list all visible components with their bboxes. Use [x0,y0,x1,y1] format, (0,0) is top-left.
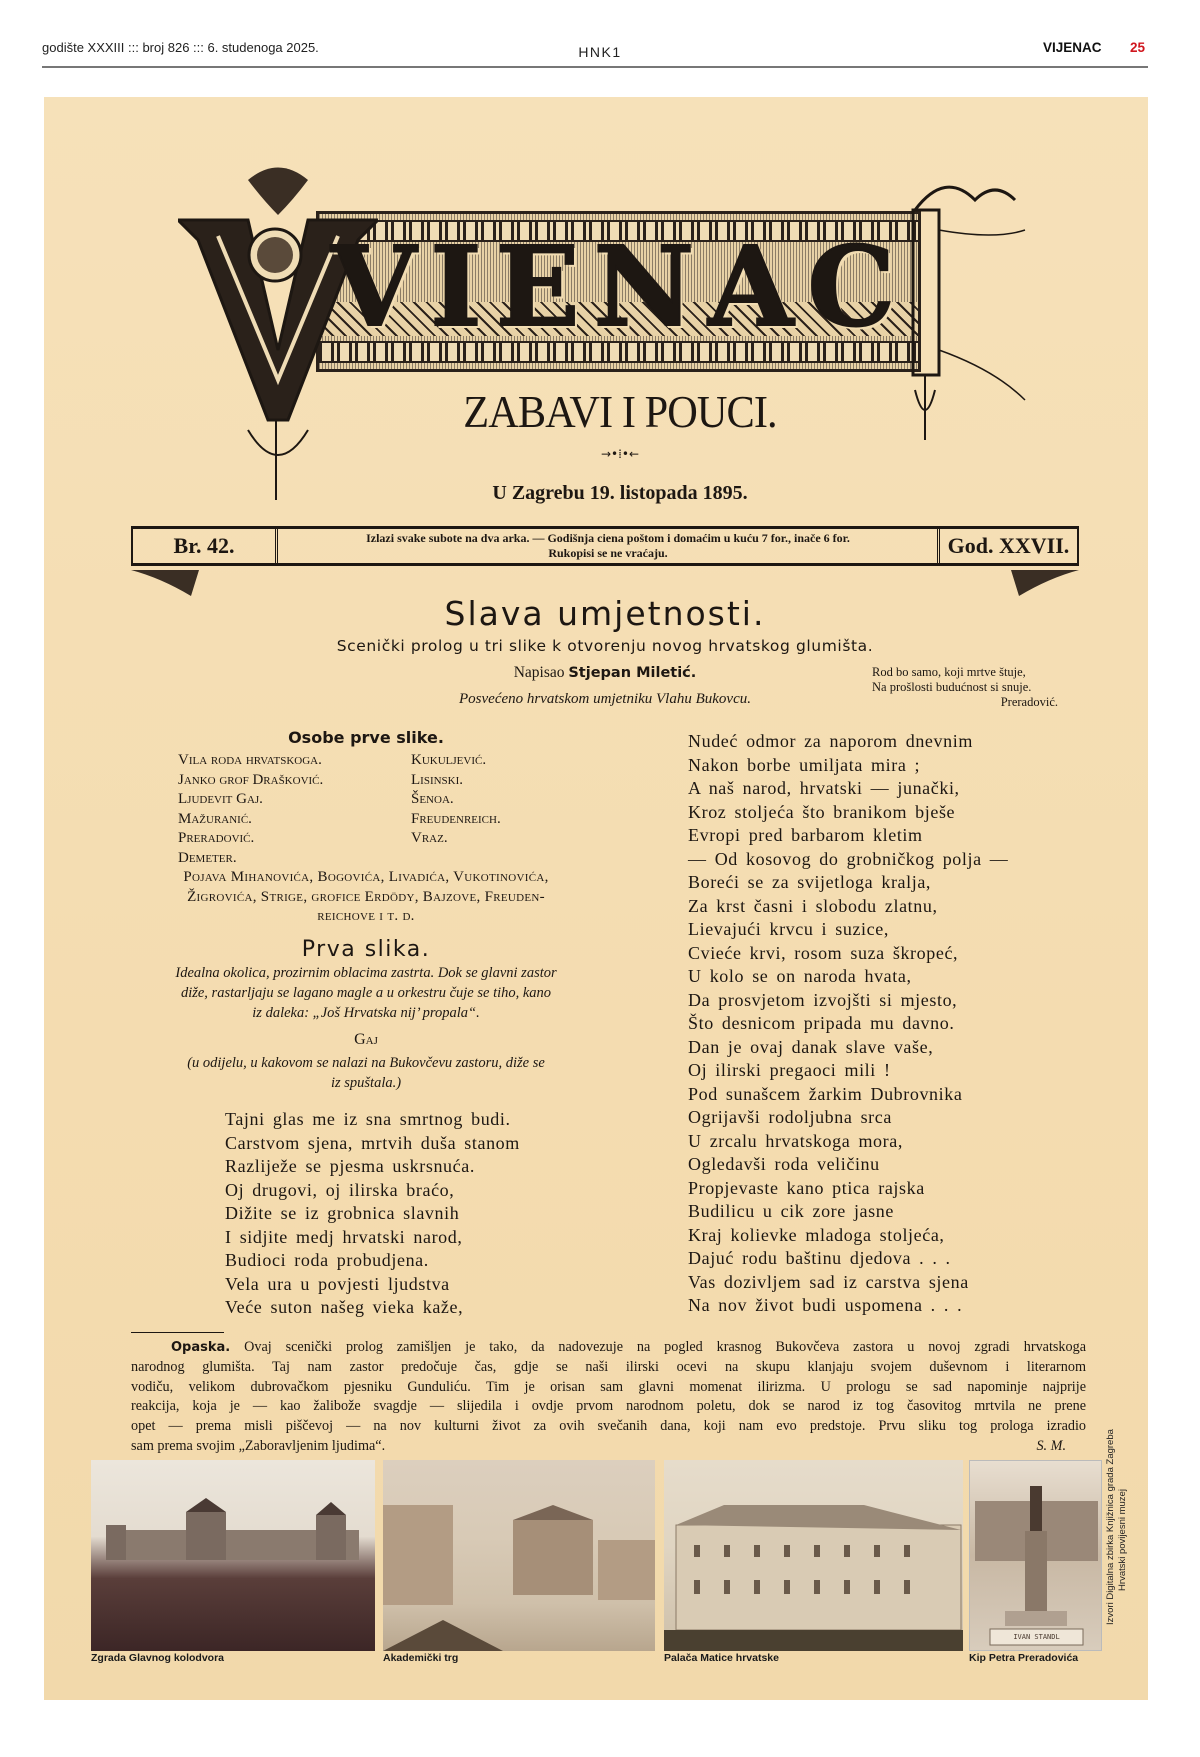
footnote-line: reakcija, koja je — kao žalibože svagdje — slijedila i ovdje prvom narodnom poletu, dok se narod iz tog časovitog mrtvila ne prene [131,1398,1086,1415]
verse-line: Boreći se za svijetloga kralja, [688,872,932,892]
verse-line: — Od kosovog do grobničkog polja — [688,848,1009,869]
cast-member: Freudenreich. [411,810,501,827]
cast-member: Vila roda hrvatskoga. [178,752,322,768]
cast-member: Mažuranić. [178,810,252,827]
brand-name: VIJENAC [1043,40,1102,55]
byline [400,664,810,682]
motto-line: Na prošlosti budućnost si snuje. [872,680,1032,694]
verse-line: Vela ura u povjesti ljudstva [225,1273,450,1294]
verse-line: Pod sunašcem žarkim Dubrovnika [688,1083,963,1104]
issue-info: godište XXXIII ::: broj 826 ::: 6. studenoga 2025. [42,40,319,55]
verse-line: Dajuć rodu baštinu djedova . . . [688,1248,951,1268]
verse-line: Nakon borbe umiljata mira ; [688,754,921,775]
verse-line: Ogledavši roda veličinu [688,1154,880,1174]
right-scroll-ornament [1009,568,1079,598]
photo-caption: Akademički trg [383,1652,459,1664]
verse-line: Nudeć odmor za naporom dnevnim [688,731,973,751]
footnote-rule [131,1332,224,1333]
info-line-1: Izlazi svake subote na dva arka. — Godišnja ciena poštom i domaćim u kuću 7 for., inače 6 for. [366,531,850,545]
apparitions [126,868,606,927]
ornament-divider: →•⁞•← [600,447,640,461]
photo-academic-square [383,1460,655,1651]
author-name: Stjepan Miletić. [568,665,697,681]
apparitions-line: Pojava Mihanovića, Bogovića, Livadića, Vukotinovića, [183,869,549,885]
cast-member: Demeter. [178,849,237,866]
verse-line: Za krst časni i slobodu zlatnu, [688,895,938,916]
verse-line: Na nov život budi uspomena . . . [688,1295,963,1315]
verse-line: Budilicu u cik zore jasne [688,1201,894,1221]
verse-line: Evropi pred barbarom kletim [688,825,923,845]
verse-line: Razliježe se pjesma uskrsnuća. [225,1156,475,1176]
section-label: HNK1 [578,44,622,60]
verse-line: Što desnicom pripada mu davno. [688,1013,955,1033]
article-title: Slava umjetnosti. [444,594,766,633]
verse-line: Da prosvjetom izvojšti si mjesto, [688,989,958,1010]
photo-credit-line: Izvori Digitalna zbirka Knjižnica grada Zagreba [1105,1429,1116,1625]
cast-member: Vraz. [411,830,448,847]
stage-direction [126,963,606,1023]
photo-main-station [91,1460,375,1651]
verse-line: Tajni glas me iz sna smrtnog budi. [225,1109,511,1129]
verse-line: U zrcalu hrvatskoga mora, [688,1130,903,1151]
dedication: Posvećeno hrvatskom umjetniku Vlahu Bukovcu. [459,691,751,707]
cast-right-list [411,751,501,849]
stage-direction-line: Idealna okolica, prozirnim oblacima zastrta. Dok se glavni zastor [175,965,557,981]
verse-line: Lievajući krvcu i suzice, [688,919,889,939]
motto [872,665,1072,710]
verse-line: Dan je ovaj danak slave vaše, [688,1036,934,1057]
verse-line: Dižite se iz grobnica slavnih [225,1203,460,1223]
photo-caption: Zgrada Glavnog kolodvora [91,1652,225,1664]
verse-line: U kolo se on naroda hvata, [688,966,912,986]
verse-line: I sidjite medj hrvatski narod, [225,1226,463,1247]
right-ornament [905,170,1035,450]
page-number: 25 [1130,40,1146,55]
photo-caption: Palača Matice hrvatske [664,1652,779,1664]
verse-line: Kraj kolievke mladoga stoljeća, [688,1224,945,1245]
photo-matica-palace [664,1460,963,1651]
photo-preradovic-statue [969,1460,1102,1651]
left-scroll-ornament [131,568,201,598]
footnote-signature: S. M. [1036,1437,1066,1454]
cast-member: Šenoa. [411,791,454,808]
cast-member: Lisinski. [411,771,464,788]
photographer-plate: IVAN STANDL [1013,1633,1060,1641]
motto-attribution: Preradović. [1000,695,1058,709]
photo-caption: Kip Petra Preradovića [969,1652,1079,1664]
cast-left-list [178,751,323,869]
footnote [131,1338,1086,1457]
header-rule [42,66,1148,68]
verse-line: Oj drugovi, oj ilirska braćo, [225,1179,455,1200]
verse-line: A naš narod, hrvatski — junački, [688,778,960,798]
byline-prefix: Napisao [513,664,565,681]
info-bar [131,526,1079,566]
verse-line: Budioci roda probudjena. [225,1250,429,1270]
stage-direction-line: diže, rastarljaju se lagano magle a u orkestru čuje se tiho, kano [180,985,552,1001]
verse-line: Propjevaste kano ptica rajska [688,1177,925,1198]
verse-line: Carstvom sjena, mrtvih duša stanom [225,1132,520,1153]
cast-member: Kukuljević. [411,752,487,768]
speaker-name: Gaj [354,1031,378,1048]
cast-member: Janko grof Drašković. [178,771,324,788]
photo-credit [1105,1429,1129,1625]
scene-heading: Prva slika. [301,937,431,962]
masthead-title: VIENAC [330,222,910,351]
issue-number: Br. 42. [133,529,278,563]
verse-line: Kroz stoljeća što branikom bješe [688,801,956,822]
cast-member: Preradović. [178,830,255,847]
masthead-date: U Zagrebu 19. listopada 1895. [492,482,748,504]
verse-line: Ogrijavši rodoljubna srca [688,1107,892,1127]
speaker-direction-line: iz spuštala.) [330,1075,402,1091]
masthead-subtitle: ZABAVI I POUCI. [463,386,777,437]
speaker-direction [126,1053,606,1093]
stage-direction-line: iz daleka: „Još Hrvatska nij’ propala“. [252,1005,480,1021]
footnote-line: Ovaj scenički prolog zamišljen je tako, da nadovezuje na pogled krasnog Bukovčeva zastora u novoj zgradi hrvatskoga [244,1339,1086,1355]
cast-member: Ljudevit Gaj. [178,791,263,808]
verse-line: Vas dozivljem sad iz carstva sjena [688,1271,969,1292]
footnote-line: vodiču, velikom dubrovačkom pjesniku Gunduliću. Tim je orisan sam glavni momenat ilirizma. U prologu se sad napominje najprije [131,1378,1086,1395]
verse-right [688,730,1008,1318]
apparitions-line: reichove i t. d. [317,908,415,924]
footnote-label: Opaska. [171,1340,231,1355]
verse-line: Oj ilirski pregaoci mili ! [688,1060,891,1080]
footnote-line: sam prema svojim „Zaboravljenim ljudima“. [131,1437,386,1454]
footnote-line: opet — prema misli piščevoj — na nov kulturni život za ovih svečanih dana, koji nam evo predstoje. Prvu sliku tog prologa izradio [131,1418,1086,1435]
verse-left [225,1108,520,1320]
verse-line: Cvieće krvi, rosom suza škropeć, [688,942,959,963]
verse-line: Veće suton našeg vieka kaže, [225,1297,464,1317]
volume-year: God. XXVII. [937,529,1077,563]
article-subtitle: Scenički prolog u tri slike k otvorenju novog hrvatskog glumišta. [336,637,874,655]
cast-heading: Osobe prve slike. [288,728,444,747]
speaker-direction-line: (u odijelu, u kakovom se nalazi na Bukovčevu zastoru, diže se [187,1055,545,1071]
footnote-line: narodnog glumišta. Taj nam zastor predočuje čas, gdje se naši ilirski ocevi na skupu klanjaju svojem duševnom i literarnom [131,1358,1086,1375]
motto-line: Rod bo samo, koji mrtve štuje, [872,665,1026,679]
apparitions-line: Žigrovića, Strige, grofice Erdödy, Bajzove, Freuden- [187,888,545,905]
photo-credit-line: Hrvatski povijesni muzej [1117,1489,1128,1591]
info-line-2: Rukopisi se ne vraćaju. [548,546,668,560]
